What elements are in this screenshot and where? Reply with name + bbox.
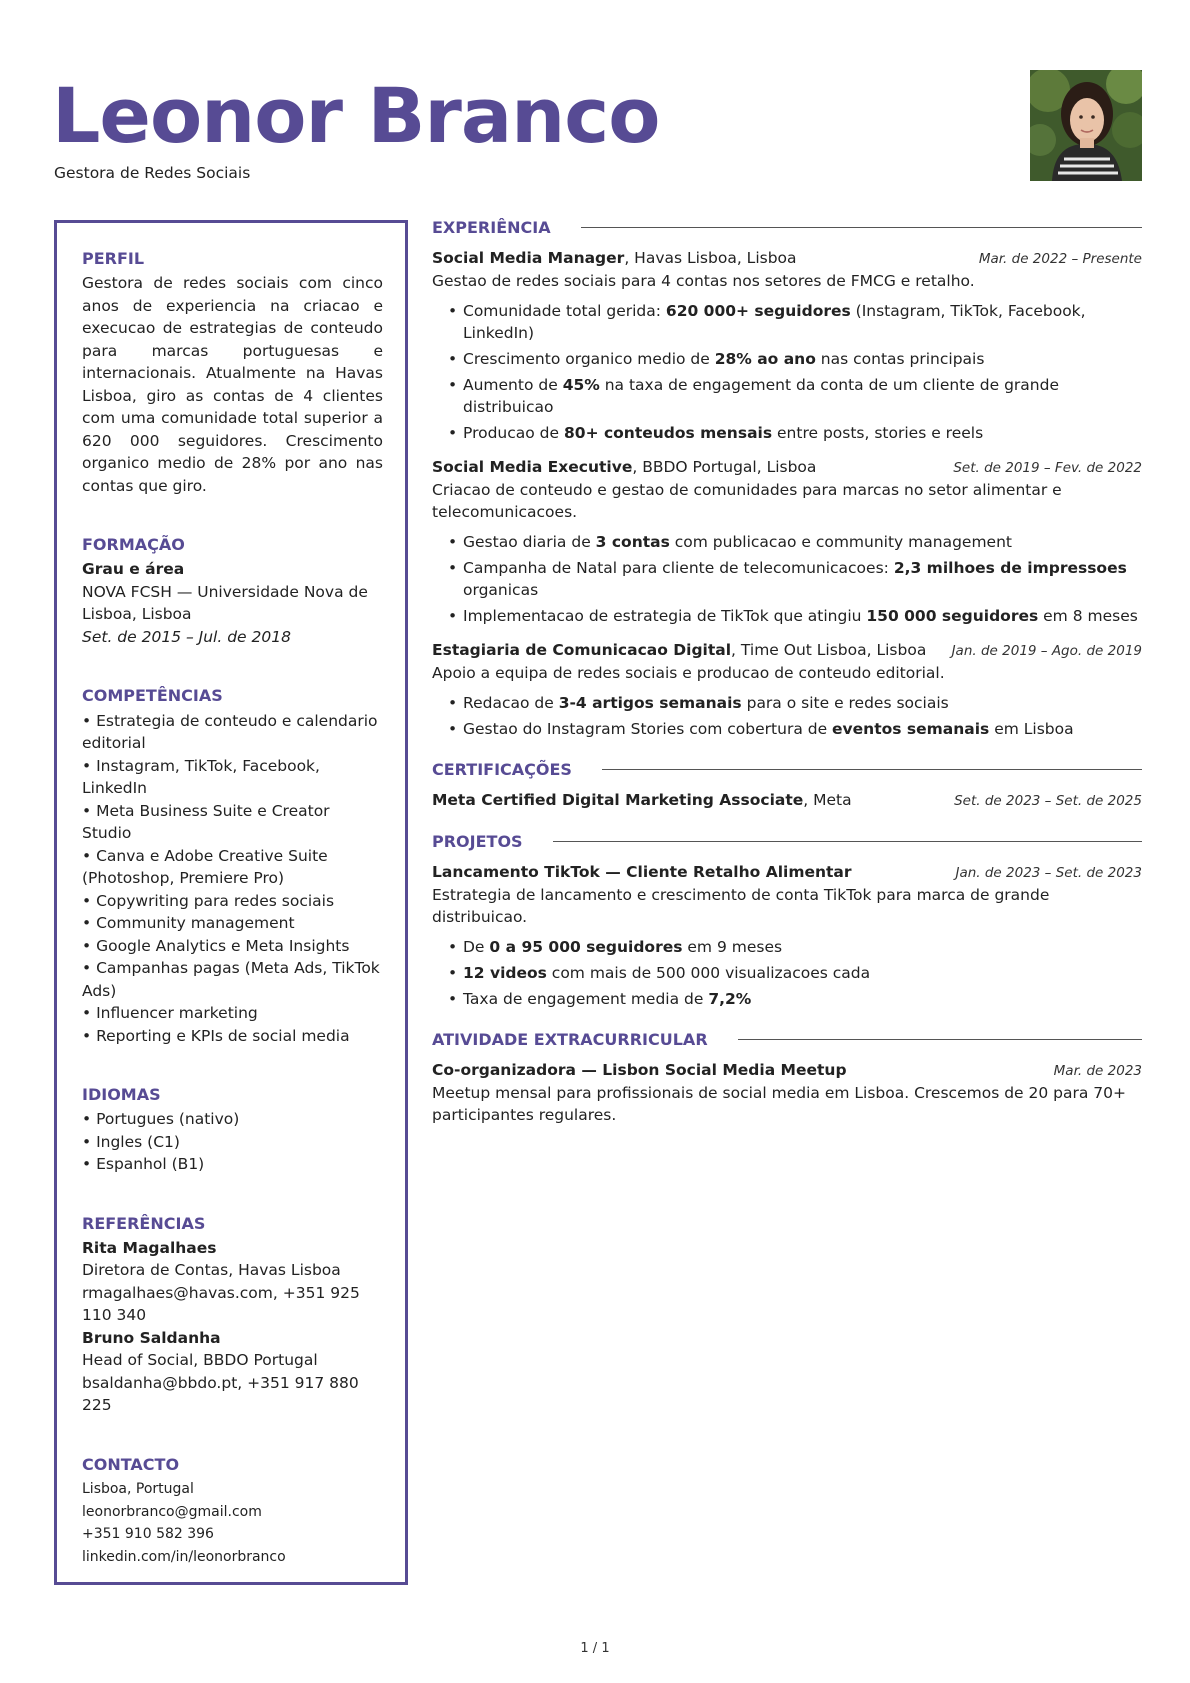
job-bullet: • Gestao do Instagram Stories com cobertura de eventos semanais em Lisboa [448, 718, 1142, 740]
project-bullet: • Taxa de engagement media de 7,2% [448, 988, 1142, 1010]
formacao-dates: Set. de 2015 – Jul. de 2018 [82, 627, 291, 646]
job-title: Gestora de Redes Sociais [54, 164, 251, 182]
competencia-item: • Reporting e KPIs de social media [82, 1026, 350, 1045]
job-bullet: • Implementacao de estrategia de TikTok que atingiu 150 000 seguidores em 8 meses [448, 605, 1142, 627]
project-bullet: • 12 videos com mais de 500 000 visualizacoes cada [448, 962, 1142, 984]
job-bullet: • Gestao diaria de 3 contas com publicacao e community management [448, 531, 1142, 553]
section-divider [602, 769, 1142, 770]
job-description: Criacao de conteudo e gestao de comunidades para marcas no setor alimentar e telecomunicacoes. [432, 481, 1062, 521]
job-org: , BBDO Portugal, Lisboa [632, 458, 817, 476]
activity-dates: Mar. de 2023 [1053, 1063, 1142, 1079]
idioma-item: • Espanhol (B1) [82, 1155, 205, 1174]
job-entry [432, 639, 1142, 740]
job-entry [432, 247, 1142, 444]
job-bullet: • Producao de 80+ conteudos mensais entre posts, stories e reels [448, 422, 1142, 444]
reference-contact: rmagalhaes@havas.com, +351 925 110 340 [82, 1283, 360, 1325]
competencia-item: • Copywriting para redes sociais [82, 891, 335, 910]
cert-title: Meta Certified Digital Marketing Associate [432, 791, 804, 809]
reference-name: Rita Magalhaes [82, 1238, 217, 1257]
job-bullet: • Comunidade total gerida: 620 000+ seguidores (Instagram, TikTok, Facebook, LinkedIn) [448, 300, 1142, 344]
job-title: Social Media Executive [432, 458, 633, 476]
competencias-section [82, 686, 383, 1047]
contacto-heading: CONTACTO [82, 1454, 180, 1474]
activity-description: Meetup mensal para profissionais de social media em Lisboa. Crescemos de 20 para 70+ participantes regulares. [432, 1084, 1126, 1124]
perfil-section [82, 249, 383, 497]
page-number: 1 / 1 [580, 1641, 610, 1656]
competencia-item: • Community management [82, 914, 295, 933]
competencia-item: • Canva e Adobe Creative Suite (Photoshop, Premiere Pro) [82, 846, 328, 888]
competencia-item: • Meta Business Suite e Creator Studio [82, 801, 330, 843]
competencia-item: • Influencer marketing [82, 1004, 258, 1023]
reference-name: Bruno Saldanha [82, 1328, 221, 1347]
project-dates: Jan. de 2023 – Set. de 2023 [955, 865, 1142, 881]
idioma-item: • Ingles (C1) [82, 1132, 180, 1151]
competencia-item: • Google Analytics e Meta Insights [82, 936, 350, 955]
job-entry [432, 456, 1142, 627]
reference-role: Head of Social, BBDO Portugal [82, 1351, 318, 1370]
job-dates: Mar. de 2022 – Presente [978, 251, 1142, 267]
contact-location: Lisboa, Portugal [82, 1481, 194, 1498]
section-divider [738, 1039, 1142, 1040]
section-divider [581, 227, 1142, 228]
project-bullet: • De 0 a 95 000 seguidores em 9 meses [448, 936, 1142, 958]
job-bullet: • Redacao de 3-4 artigos semanais para o site e redes sociais [448, 692, 1142, 714]
idioma-item: • Portugues (nativo) [82, 1110, 240, 1129]
candidate-name: Leonor Branco [52, 71, 660, 160]
formacao-heading: FORMAÇÃO [82, 535, 185, 555]
projetos-heading: PROJETOS [432, 832, 523, 851]
formacao-school: NOVA FCSH — Universidade Nova de Lisboa, Lisboa [82, 582, 368, 624]
profile-photo [1030, 70, 1142, 181]
formacao-degree: Grau e área [82, 560, 185, 579]
project-title: Lancamento TikTok — Cliente Retalho Alimentar [432, 863, 852, 881]
main-column [432, 218, 1142, 1146]
perfil-text: Gestora de redes sociais com cinco anos de experiencia na criacao e execucao de estrategias de conteudo para marcas portuguesas e internacionais. Atualmente na Havas Lisboa, giro as contas de 4 clientes com uma comunidade total superior a 620 000 seguidores. Crescimento organico medio de 28% por ano nas contas que giro. [82, 274, 383, 495]
job-dates: Jan. de 2019 – Ago. de 2019 [951, 643, 1142, 659]
job-description: Gestao de redes sociais para 4 contas nos setores de FMCG e retalho. [432, 272, 975, 290]
contact-email[interactable]: leonorbranco@gmail.com [82, 1503, 262, 1520]
job-bullet: • Crescimento organico medio de 28% ao ano nas contas principais [448, 348, 1142, 370]
projetos-section [432, 832, 1142, 1010]
experiencia-section [432, 218, 1142, 740]
competencia-item: • Estrategia de conteudo e calendario editorial [82, 711, 378, 753]
idiomas-section [82, 1085, 383, 1176]
contacto-section [82, 1455, 383, 1568]
competencia-item: • Campanhas pagas (Meta Ads, TikTok Ads) [82, 959, 380, 1000]
sidebar-panel [54, 220, 408, 1585]
perfil-heading: PERFIL [82, 249, 145, 268]
cert-org: , Meta [803, 791, 852, 809]
referencias-section [82, 1214, 383, 1417]
reference-role: Diretora de Contas, Havas Lisboa [82, 1261, 341, 1280]
job-description: Apoio a equipa de redes sociais e producao de conteudo editorial. [432, 664, 945, 682]
job-title: Social Media Manager [432, 249, 625, 267]
certificacoes-heading: CERTIFICAÇÕES [432, 760, 572, 779]
experiencia-heading: EXPERIÊNCIA [432, 218, 551, 237]
job-org: , Havas Lisboa, Lisboa [624, 249, 797, 267]
atividade-heading: ATIVIDADE EXTRACURRICULAR [432, 1030, 708, 1049]
activity-title: Co-organizadora — Lisbon Social Media Meetup [432, 1061, 847, 1079]
referencias-heading: REFERÊNCIAS [82, 1213, 206, 1233]
contact-linkedin[interactable]: linkedin.com/in/leonorbranco [82, 1548, 286, 1565]
cert-dates: Set. de 2023 – Set. de 2025 [954, 793, 1142, 809]
contact-phone[interactable]: +351 910 582 396 [82, 1526, 214, 1543]
job-bullet: • Aumento de 45% na taxa de engagement da conta de um cliente de grande distribuicao [448, 374, 1142, 418]
idiomas-heading: IDIOMAS [82, 1085, 161, 1105]
job-dates: Set. de 2019 – Fev. de 2022 [953, 460, 1142, 476]
competencia-item: • Instagram, TikTok, Facebook, LinkedIn [82, 756, 320, 798]
formacao-section [82, 535, 383, 648]
atividade-section [432, 1030, 1142, 1126]
job-bullet: • Campanha de Natal para cliente de telecomunicacoes: 2,3 milhoes de impressoes organicas [448, 557, 1142, 601]
certificacoes-section [432, 760, 1142, 812]
job-title: Estagiaria de Comunicacao Digital [432, 641, 732, 659]
section-divider [553, 841, 1142, 842]
reference-contact: bsaldanha@bbdo.pt, +351 917 880 225 [82, 1373, 359, 1415]
competencias-heading: COMPETÊNCIAS [82, 686, 223, 706]
job-org: , Time Out Lisboa, Lisboa [731, 641, 927, 659]
project-description: Estrategia de lancamento e crescimento de conta TikTok para marca de grande distribuicao. [432, 886, 1050, 926]
